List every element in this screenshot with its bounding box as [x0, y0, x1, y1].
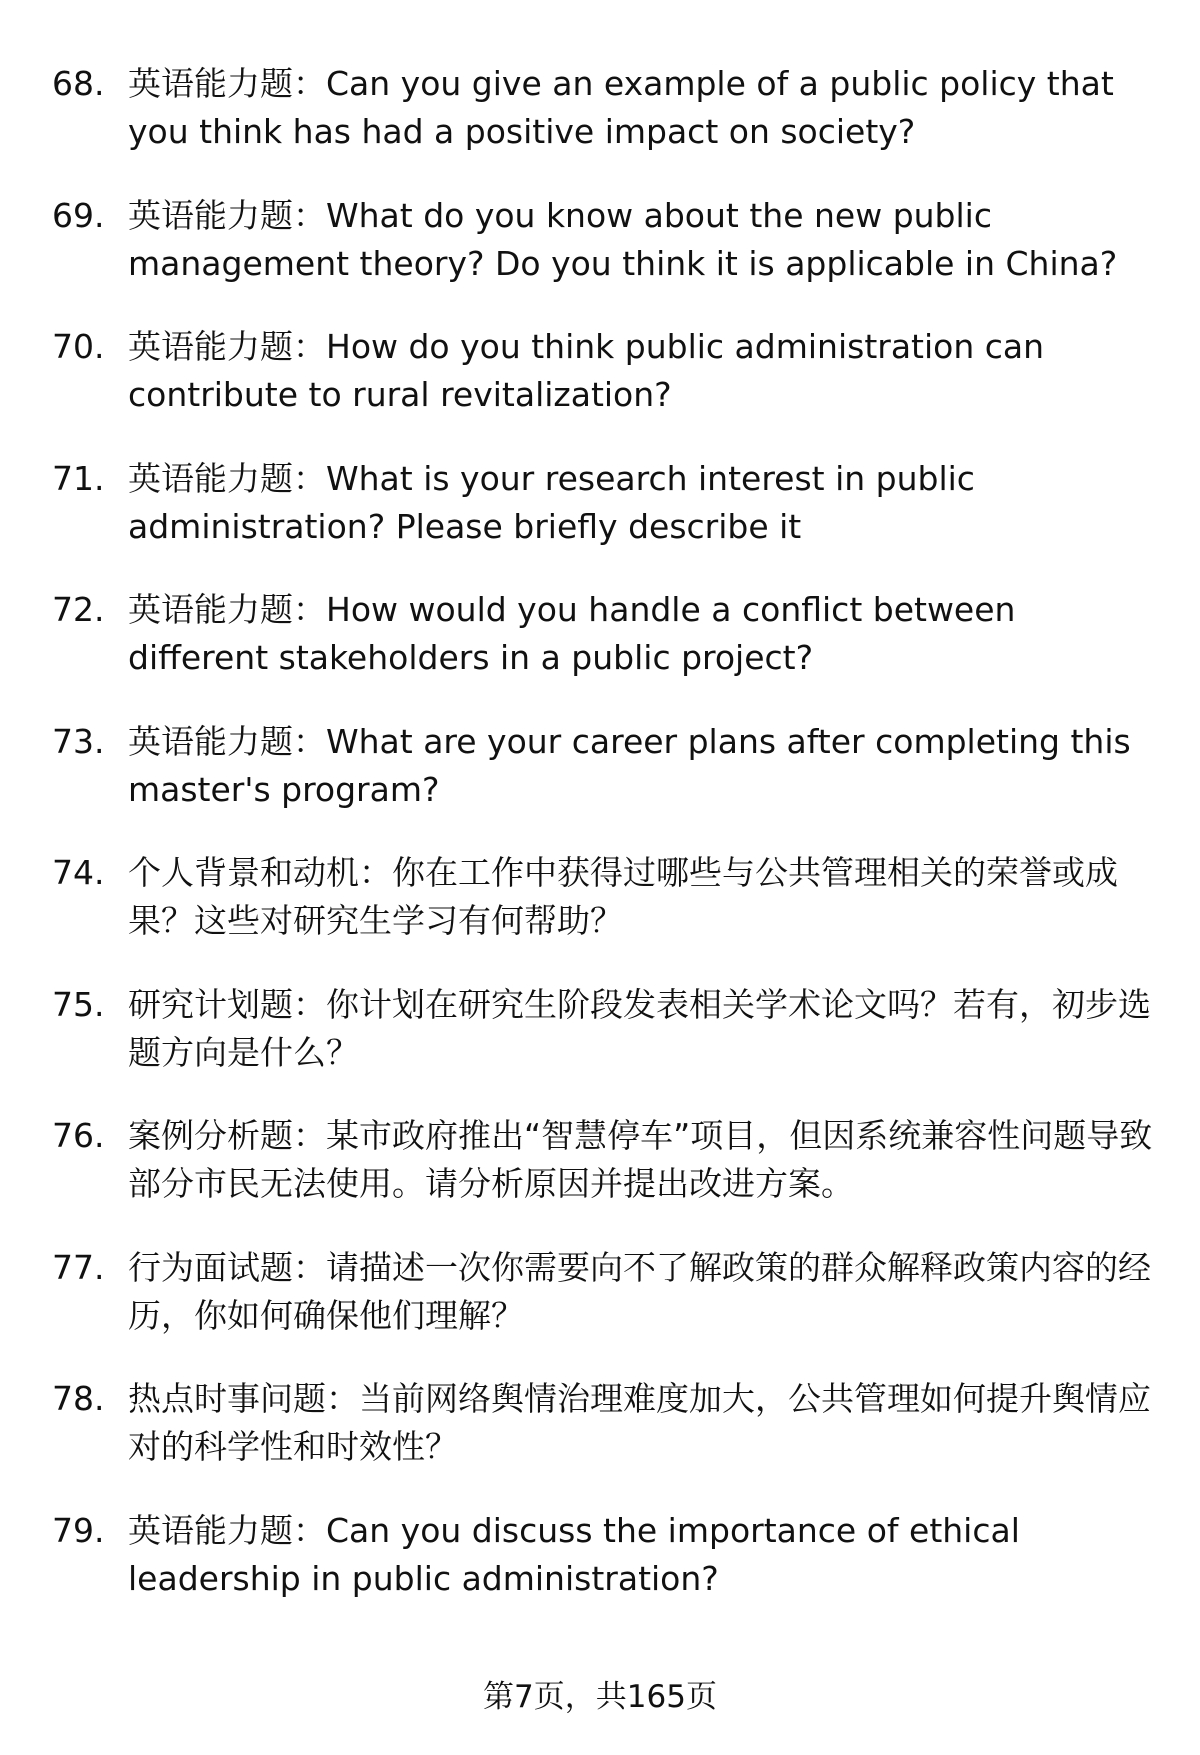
question-text: 行为面试题：请描述一次你需要向不了解政策的群众解释政策内容的经历，你如何确保他们理解？	[128, 1247, 1151, 1335]
question-item	[52, 1244, 1162, 1376]
question-number: 74.	[52, 853, 105, 892]
question-text: 英语能力题：Can you discuss the importance of ethical leadership in public administration?	[128, 1510, 1020, 1598]
question-item	[52, 1507, 1162, 1639]
question-number: 70.	[52, 327, 105, 366]
question-number: 75.	[52, 984, 105, 1024]
question-item	[52, 192, 1162, 324]
question-text: 英语能力题：What do you know about the new public management theory? Do you think it is applicable in China?	[128, 195, 1118, 283]
question-number: 71.	[52, 458, 105, 498]
question-number: 79.	[52, 1510, 105, 1550]
question-number: 77.	[52, 1247, 105, 1287]
question-item	[52, 1375, 1162, 1507]
question-item	[52, 981, 1162, 1113]
question-text: 热点时事问题：当前网络舆情治理难度加大，公共管理如何提升舆情应对的科学性和时效性？	[128, 1379, 1151, 1466]
question-number: 69.	[52, 195, 105, 235]
question-text: 研究计划题：你计划在研究生阶段发表相关学术论文吗？若有，初步选题方向是什么？	[128, 984, 1151, 1072]
question-item	[52, 455, 1162, 587]
question-number: 76.	[52, 1116, 105, 1155]
question-number: 68.	[52, 64, 105, 103]
question-list	[52, 60, 1162, 1638]
question-number: 73.	[52, 721, 105, 761]
question-text: 英语能力题：How do you think public administration can contribute to rural revitalization?	[128, 327, 1045, 414]
question-item	[52, 718, 1162, 850]
question-text: 案例分析题：某市政府推出“智慧停车”项目，但因系统兼容性问题导致部分市民无法使用。请分析原因并提出改进方案。	[128, 1116, 1153, 1203]
question-item	[52, 586, 1162, 718]
question-text: 英语能力题：How would you handle a conflict between different stakeholders in a public project?	[128, 590, 1016, 677]
question-item	[52, 60, 1162, 192]
page-footer: 第7页，共165页	[483, 1679, 717, 1715]
question-item	[52, 849, 1162, 981]
question-text: 英语能力题：What are your career plans after completing this master's program?	[128, 721, 1131, 809]
question-text: 英语能力题：What is your research interest in public administration? Please briefly describe it	[128, 458, 975, 546]
question-number: 78.	[52, 1379, 105, 1418]
question-text: 个人背景和动机：你在工作中获得过哪些与公共管理相关的荣誉或成果？这些对研究生学习有何帮助？	[128, 853, 1118, 940]
question-item	[52, 323, 1162, 455]
question-text: 英语能力题：Can you give an example of a public policy that you think has had a positive impact on society?	[128, 64, 1114, 151]
question-item	[52, 1112, 1162, 1244]
question-number: 72.	[52, 590, 105, 629]
